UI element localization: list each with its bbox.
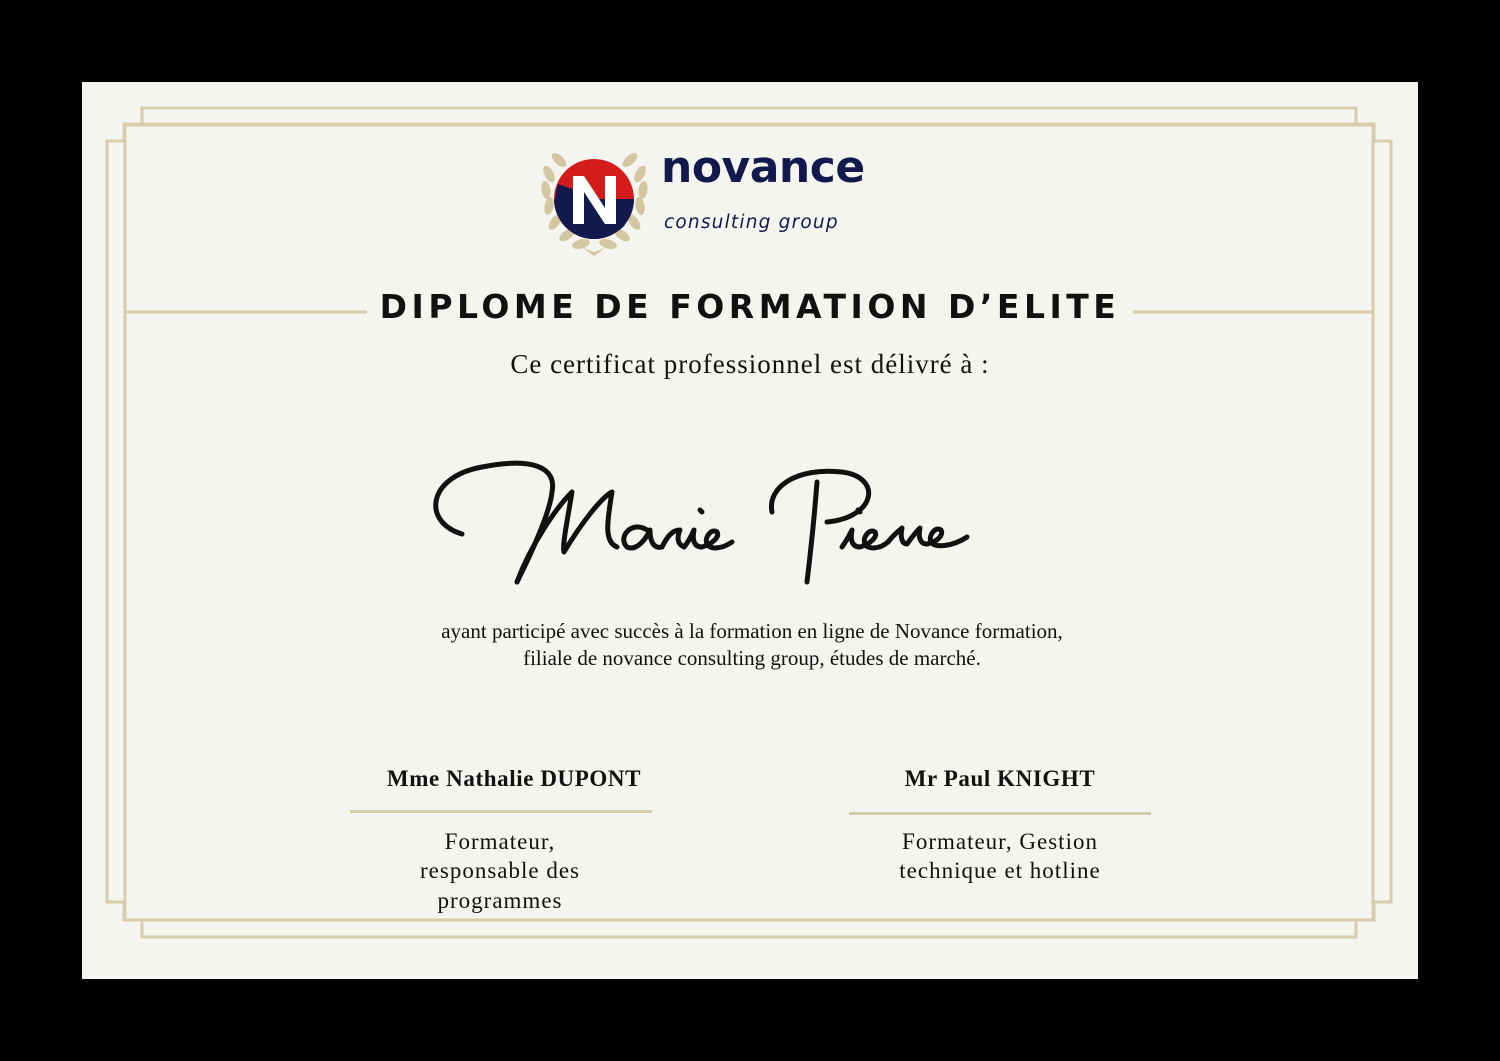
signatory-2-role-line: technique et hotline [899, 858, 1101, 884]
signatory-1-role-line: Formateur, [444, 829, 556, 854]
signatory-2-role [850, 827, 1150, 886]
signatory-2-role-line: Formateur, Gestion [902, 829, 1098, 854]
signatory-2-name: Mr Paul KNIGHT [904, 766, 1096, 791]
description-line-1: ayant participé avec succès à la formation en ligne de Novance formation, [441, 619, 1063, 643]
signatory-1-role-line: programmes [437, 887, 563, 913]
company-tagline: consulting group [664, 212, 839, 233]
company-name: novance [661, 142, 865, 193]
certificate [82, 82, 1418, 979]
certificate-description [332, 618, 1172, 673]
company-logo [537, 144, 897, 259]
description-line-2: filiale de novance consulting group, études de marché. [523, 646, 981, 671]
signatory-1-name: Mme Nathalie DUPONT [386, 766, 642, 791]
certificate-title: DIPLOME DE FORMATION D’ELITE [379, 287, 1121, 326]
signatory-1-role-line: responsable des [420, 858, 580, 884]
laurel-n-emblem-icon [537, 144, 652, 259]
signature-line-1 [350, 810, 652, 813]
certificate-subtitle: Ce certificat professionnel est délivré à : [510, 349, 990, 379]
signatory-1-role [350, 827, 650, 915]
recipient-name-signature [422, 452, 972, 602]
signature-line-2 [849, 812, 1151, 815]
